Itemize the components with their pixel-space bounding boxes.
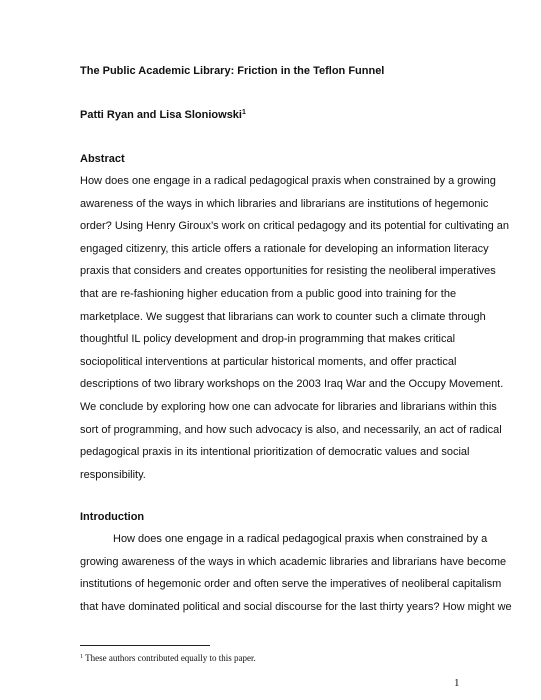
author-footnote-mark: 1 <box>241 109 246 116</box>
introduction-body <box>80 528 512 618</box>
text-line: How does one engage in a radical pedagogical praxis when constrained by a <box>113 533 488 545</box>
text-line: responsibility. <box>80 468 146 481</box>
paper-authors <box>80 109 246 121</box>
paper-title: The Public Academic Library: Friction in the Teflon Funnel <box>80 65 385 77</box>
text-line: We conclude by exploring how one can advocate for libraries and librarians within this <box>80 400 497 413</box>
text-line: How does one engage in a radical pedagogical praxis when constrained by a growing <box>80 175 496 187</box>
page-number: 1 <box>454 677 460 689</box>
text-line: praxis that considers and creates opportunities for resisting the neoliberal imperatives <box>80 265 496 278</box>
text-line: marketplace. We suggest that librarians can work to counter such a climate through <box>80 310 486 323</box>
text-line: growing awareness of the ways in which academic libraries and librarians have become <box>80 555 507 568</box>
text-line: sort of programming, and how such advocacy is also, and necessarily, an act of radical <box>80 423 502 436</box>
text-line: awareness of the ways in which libraries and librarians are institutions of hegemonic <box>80 197 489 210</box>
author-names: Patti Ryan and Lisa Sloniowski <box>80 109 242 121</box>
text-line: thoughtful IL policy development and drop-in programming that makes critical <box>80 333 456 346</box>
introduction-heading: Introduction <box>80 511 145 523</box>
text-line: order? Using Henry Giroux’s work on critical pedagogy and its potential for cultivating an <box>80 220 510 233</box>
abstract-body <box>80 170 509 486</box>
footnote-text: These authors contributed equally to this paper. <box>85 653 256 663</box>
footnote <box>80 653 256 663</box>
text-line: sociopolitical interventions at particular historical moments, and offer practical <box>80 355 457 368</box>
abstract-heading: Abstract <box>80 153 125 165</box>
text-line: institutions of hegemonic order and often serve the imperatives of neoliberal capitalism <box>80 578 502 591</box>
text-line: that are re-fashioning higher education from a public good into training for the <box>80 287 457 300</box>
footnote-mark: 1 <box>80 654 83 660</box>
text-line: that have dominated political and social discourse for the last thirty years? How might we <box>80 600 512 613</box>
text-line: descriptions of two library workshops on the 2003 Iraq War and the Occupy Movement. <box>80 378 504 391</box>
text-line: pedagogical praxis in its intentional prioritization of democratic values and social <box>80 446 470 459</box>
footnote-divider <box>80 645 210 646</box>
text-line: engaged citizenry, this article offers a rationale for developing an information literacy <box>80 242 489 255</box>
